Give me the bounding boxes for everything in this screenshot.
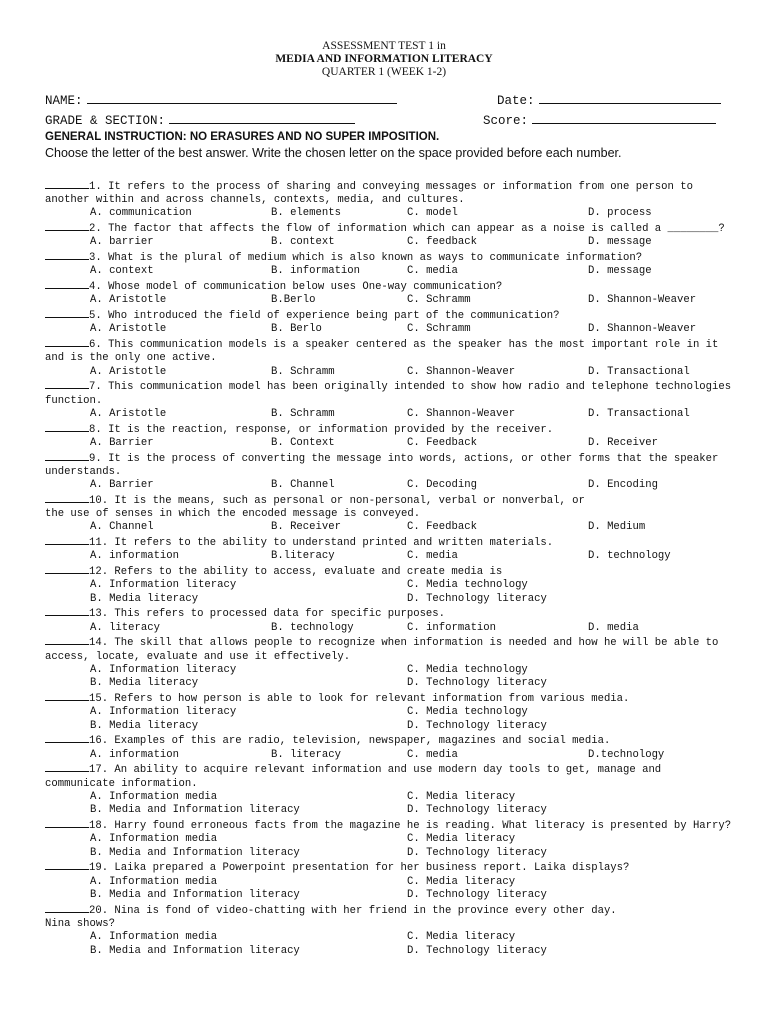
answer-option: C. feedback	[407, 236, 477, 249]
question-item	[45, 860, 735, 902]
answer-blank[interactable]	[45, 903, 89, 913]
answer-blank[interactable]	[45, 818, 89, 828]
answer-option: A. Information literacy	[90, 579, 237, 592]
question-text-continued: the use of senses in which the encoded message is conveyed.	[45, 508, 421, 521]
question-stem	[45, 179, 735, 207]
answer-option: C. media	[407, 550, 458, 563]
answer-option: C. Schramm	[407, 294, 471, 307]
instruction-text: Choose the letter of the best answer. Write the chosen letter on the space provided before each number.	[45, 146, 622, 160]
question-item	[45, 337, 735, 379]
answer-option: B. Schramm	[271, 407, 335, 420]
question-text: 9. It is the process of converting the message into words, actions, or other forms that the speaker understands.	[45, 452, 719, 478]
answer-blank[interactable]	[45, 451, 89, 461]
answer-option: D. Transactional	[588, 407, 690, 420]
answer-option: D. message	[588, 236, 652, 249]
question-item	[45, 733, 735, 762]
question-text: 1. It refers to the process of sharing and conveying messages or information from one person to another within and across channels, contexts, media, and cultures.	[45, 181, 693, 207]
question-stem	[45, 860, 735, 875]
answer-option: B. Receiver	[271, 521, 341, 534]
answer-blank[interactable]	[45, 379, 89, 389]
name-label: NAME:	[45, 94, 83, 108]
answer-option: C. information	[407, 621, 497, 634]
answer-blank[interactable]	[45, 564, 89, 574]
question-text: 10. It is the means, such as personal or non-personal, verbal or nonverbal, or	[89, 494, 585, 507]
option-row	[45, 265, 735, 279]
question-item	[45, 535, 735, 564]
answer-option: B. Channel	[271, 479, 335, 492]
question-stem	[45, 733, 735, 748]
question-stem	[45, 762, 735, 790]
question-text: 20. Nina is fond of video-chatting with her friend in the province every other day.	[89, 904, 617, 917]
answer-option: B.Berlo	[271, 294, 316, 307]
grade-section-field[interactable]	[45, 112, 355, 128]
answer-option: D.technology	[588, 748, 665, 761]
answer-option: D. Technology literacy	[407, 944, 547, 957]
question-stem	[45, 535, 735, 550]
answer-option: D. Technology literacy	[407, 889, 547, 902]
answer-blank[interactable]	[45, 762, 89, 772]
option-row	[45, 437, 735, 451]
answer-option: B. information	[271, 265, 361, 278]
question-stem	[45, 422, 735, 437]
answer-blank[interactable]	[45, 493, 89, 503]
question-text: 2. The factor that affects the flow of information which can appear as a noise is called a ________?	[89, 223, 725, 236]
question-item	[45, 691, 735, 733]
option-row	[45, 720, 735, 734]
option-row	[45, 876, 735, 890]
option-row	[45, 706, 735, 720]
answer-option: B. Berlo	[271, 323, 322, 336]
answer-blank[interactable]	[45, 733, 89, 743]
question-stem	[45, 635, 735, 663]
answer-option: A. Information media	[90, 833, 218, 846]
answer-option: C. Media literacy	[407, 833, 516, 846]
option-row	[45, 207, 735, 221]
question-item	[45, 179, 735, 221]
question-text: 15. Refers to how person is able to look for relevant information from various media.	[89, 693, 630, 705]
answer-option: A. Aristotle	[90, 365, 167, 378]
answer-option: D. Medium	[588, 521, 646, 534]
answer-option: B. Media and Information literacy	[90, 889, 300, 902]
answer-option: B. Media literacy	[90, 592, 199, 605]
option-row	[45, 550, 735, 564]
answer-blank[interactable]	[45, 250, 89, 260]
answer-option: C. Feedback	[407, 436, 477, 449]
answer-option: A. Aristotle	[90, 294, 167, 307]
answer-option: A. Information literacy	[90, 706, 237, 719]
score-label: Score:	[483, 114, 529, 128]
question-text: 6. This communication models is a speaker centered as the speaker has the most important role in it and is the only one active.	[45, 339, 719, 365]
question-stem	[45, 337, 735, 365]
score-field[interactable]	[483, 112, 716, 128]
answer-option: A. communication	[90, 207, 192, 220]
question-item	[45, 762, 735, 818]
option-row	[45, 833, 735, 847]
answer-option: B. elements	[271, 207, 341, 220]
answer-option: D. technology	[588, 550, 671, 563]
score-line[interactable]	[532, 112, 716, 124]
answer-blank[interactable]	[45, 860, 89, 870]
answer-blank[interactable]	[45, 179, 89, 189]
subject-title: MEDIA AND INFORMATION LITERACY	[275, 53, 493, 65]
answer-blank[interactable]	[45, 535, 89, 545]
option-row	[45, 408, 735, 422]
question-text: 18. Harry found erroneous facts from the magazine he is reading. What literacy is presented by Harry?	[89, 819, 732, 832]
option-row	[45, 931, 735, 945]
question-stem	[45, 903, 735, 918]
answer-blank[interactable]	[45, 221, 89, 231]
name-field[interactable]	[45, 92, 397, 108]
option-row	[45, 804, 735, 818]
answer-option: A. Information media	[90, 931, 218, 944]
question-list	[45, 179, 735, 958]
question-text: 19. Laika prepared a Powerpoint presentation for her business report. Laika displays?	[89, 862, 630, 875]
answer-blank[interactable]	[45, 308, 89, 318]
question-stem	[45, 691, 735, 706]
answer-option: B. context	[271, 236, 335, 249]
option-row	[45, 889, 735, 903]
answer-option: B. technology	[271, 621, 354, 634]
question-stem	[45, 451, 735, 479]
answer-blank[interactable]	[45, 691, 89, 701]
option-row	[45, 366, 735, 380]
question-item	[45, 818, 735, 860]
option-row	[45, 791, 735, 805]
answer-option: B. Media and Information literacy	[90, 944, 300, 957]
option-row	[45, 521, 735, 535]
answer-option: D. Transactional	[588, 365, 690, 378]
option-row	[45, 622, 735, 636]
answer-option: C. Decoding	[407, 479, 477, 492]
answer-option: C. Media literacy	[407, 790, 516, 803]
answer-option: B.literacy	[271, 550, 335, 563]
question-text: 17. An ability to acquire relevant information and use modern day tools to get, manage and communicate information.	[45, 764, 662, 790]
question-stem	[45, 279, 735, 294]
option-row	[45, 664, 735, 678]
answer-option: A. Channel	[90, 521, 154, 534]
answer-option: A. literacy	[90, 621, 160, 634]
question-text: 5. Who introduced the field of experience being part of the communication?	[89, 310, 560, 323]
question-item	[45, 379, 735, 421]
date-label: Date:	[497, 94, 535, 108]
answer-option: C. Media literacy	[407, 875, 516, 888]
answer-option: C. Media technology	[407, 663, 528, 676]
answer-option: B. literacy	[271, 748, 341, 761]
option-row	[45, 236, 735, 250]
grade-section-line[interactable]	[169, 112, 355, 124]
answer-option: C. Media technology	[407, 579, 528, 592]
answer-option: A. context	[90, 265, 154, 278]
question-text: 12. Refers to the ability to access, evaluate and create media is	[89, 566, 503, 579]
question-item	[45, 564, 735, 606]
date-line[interactable]	[539, 92, 721, 104]
answer-option: C. Media literacy	[407, 931, 516, 944]
option-row	[45, 677, 735, 691]
answer-option: C. model	[407, 207, 458, 220]
answer-option: A. Information media	[90, 875, 218, 888]
answer-blank[interactable]	[45, 606, 89, 616]
answer-option: D. process	[588, 207, 652, 220]
answer-option: A. Aristotle	[90, 407, 167, 420]
question-item	[45, 451, 735, 493]
answer-option: B. Context	[271, 436, 335, 449]
answer-blank[interactable]	[45, 635, 89, 645]
answer-option: D. Technology literacy	[407, 677, 547, 690]
question-item	[45, 308, 735, 337]
grade-section-label: GRADE & SECTION:	[45, 114, 166, 128]
answer-option: C. Shannon-Weaver	[407, 365, 516, 378]
option-row	[45, 479, 735, 493]
question-stem	[45, 308, 735, 323]
test-title: ASSESSMENT TEST 1 in	[322, 40, 446, 52]
question-text: 13. This refers to processed data for specific purposes.	[89, 608, 446, 621]
question-text: 4. Whose model of communication below uses One-way communication?	[89, 281, 503, 294]
question-text: 11. It refers to the ability to understand printed and written materials.	[89, 537, 554, 550]
option-row	[45, 749, 735, 763]
answer-option: D. Technology literacy	[407, 719, 547, 732]
answer-option: A. Barrier	[90, 436, 154, 449]
question-stem	[45, 493, 735, 508]
answer-option: A. Information literacy	[90, 663, 237, 676]
quarter-title: QUARTER 1 (WEEK 1-2)	[321, 66, 447, 78]
answer-blank[interactable]	[45, 422, 89, 432]
answer-option: D. Technology literacy	[407, 846, 547, 859]
answer-option: D. Technology literacy	[407, 592, 547, 605]
answer-option: D. Encoding	[588, 479, 658, 492]
answer-option: A. Aristotle	[90, 323, 167, 336]
answer-option: B. Media and Information literacy	[90, 804, 300, 817]
answer-option: D. Technology literacy	[407, 804, 547, 817]
question-stem	[45, 250, 735, 265]
answer-option: D. Receiver	[588, 436, 658, 449]
question-item	[45, 250, 735, 279]
option-row	[45, 945, 735, 959]
question-text: 7. This communication model has been originally intended to show how radio and telephone technologies function.	[45, 381, 732, 407]
answer-blank[interactable]	[45, 279, 89, 289]
answer-option: B. Schramm	[271, 365, 335, 378]
option-row	[45, 323, 735, 337]
question-item	[45, 422, 735, 451]
question-text: 16. Examples of this are radio, television, newspaper, magazines and social media.	[89, 735, 611, 748]
answer-option: B. Media literacy	[90, 677, 199, 690]
answer-option: B. Media and Information literacy	[90, 846, 300, 859]
option-row	[45, 593, 735, 607]
general-instruction: GENERAL INSTRUCTION: NO ERASURES AND NO SUPER IMPOSITION.	[45, 131, 440, 143]
question-item	[45, 279, 735, 308]
answer-option: C. media	[407, 265, 458, 278]
question-stem	[45, 564, 735, 579]
question-item	[45, 635, 735, 691]
option-row	[45, 294, 735, 308]
question-text: 14. The skill that allows people to recognize when information is needed and how he will be able to access, locate, evaluate and use it effectively.	[45, 637, 719, 663]
question-item	[45, 903, 735, 959]
option-row	[45, 847, 735, 861]
answer-option: A. barrier	[90, 236, 154, 249]
answer-option: D. message	[588, 265, 652, 278]
answer-option: D. Shannon-Weaver	[588, 294, 697, 307]
answer-option: B. Media literacy	[90, 719, 199, 732]
question-item	[45, 493, 735, 535]
question-item	[45, 221, 735, 250]
answer-option: A. information	[90, 550, 180, 563]
answer-option: C. media	[407, 748, 458, 761]
answer-option: C. Schramm	[407, 323, 471, 336]
question-stem	[45, 606, 735, 621]
answer-option: A. Barrier	[90, 479, 154, 492]
answer-option: A. Information media	[90, 790, 218, 803]
question-item	[45, 606, 735, 635]
question-stem	[45, 221, 735, 236]
answer-option: D. Shannon-Weaver	[588, 323, 697, 336]
answer-option: C. Feedback	[407, 521, 477, 534]
answer-option: C. Shannon-Weaver	[407, 407, 516, 420]
question-text: 3. What is the plural of medium which is also known as ways to communicate information?	[89, 252, 643, 265]
answer-option: C. Media technology	[407, 706, 528, 719]
answer-option: D. media	[588, 621, 639, 634]
answer-option: A. information	[90, 748, 180, 761]
question-stem	[45, 818, 735, 833]
name-line[interactable]	[87, 92, 397, 104]
question-stem	[45, 379, 735, 407]
answer-blank[interactable]	[45, 337, 89, 347]
question-text: 8. It is the reaction, response, or information provided by the receiver.	[89, 423, 554, 436]
date-field[interactable]	[497, 92, 721, 108]
option-row	[45, 579, 735, 593]
question-text-continued: Nina shows?	[45, 917, 115, 930]
